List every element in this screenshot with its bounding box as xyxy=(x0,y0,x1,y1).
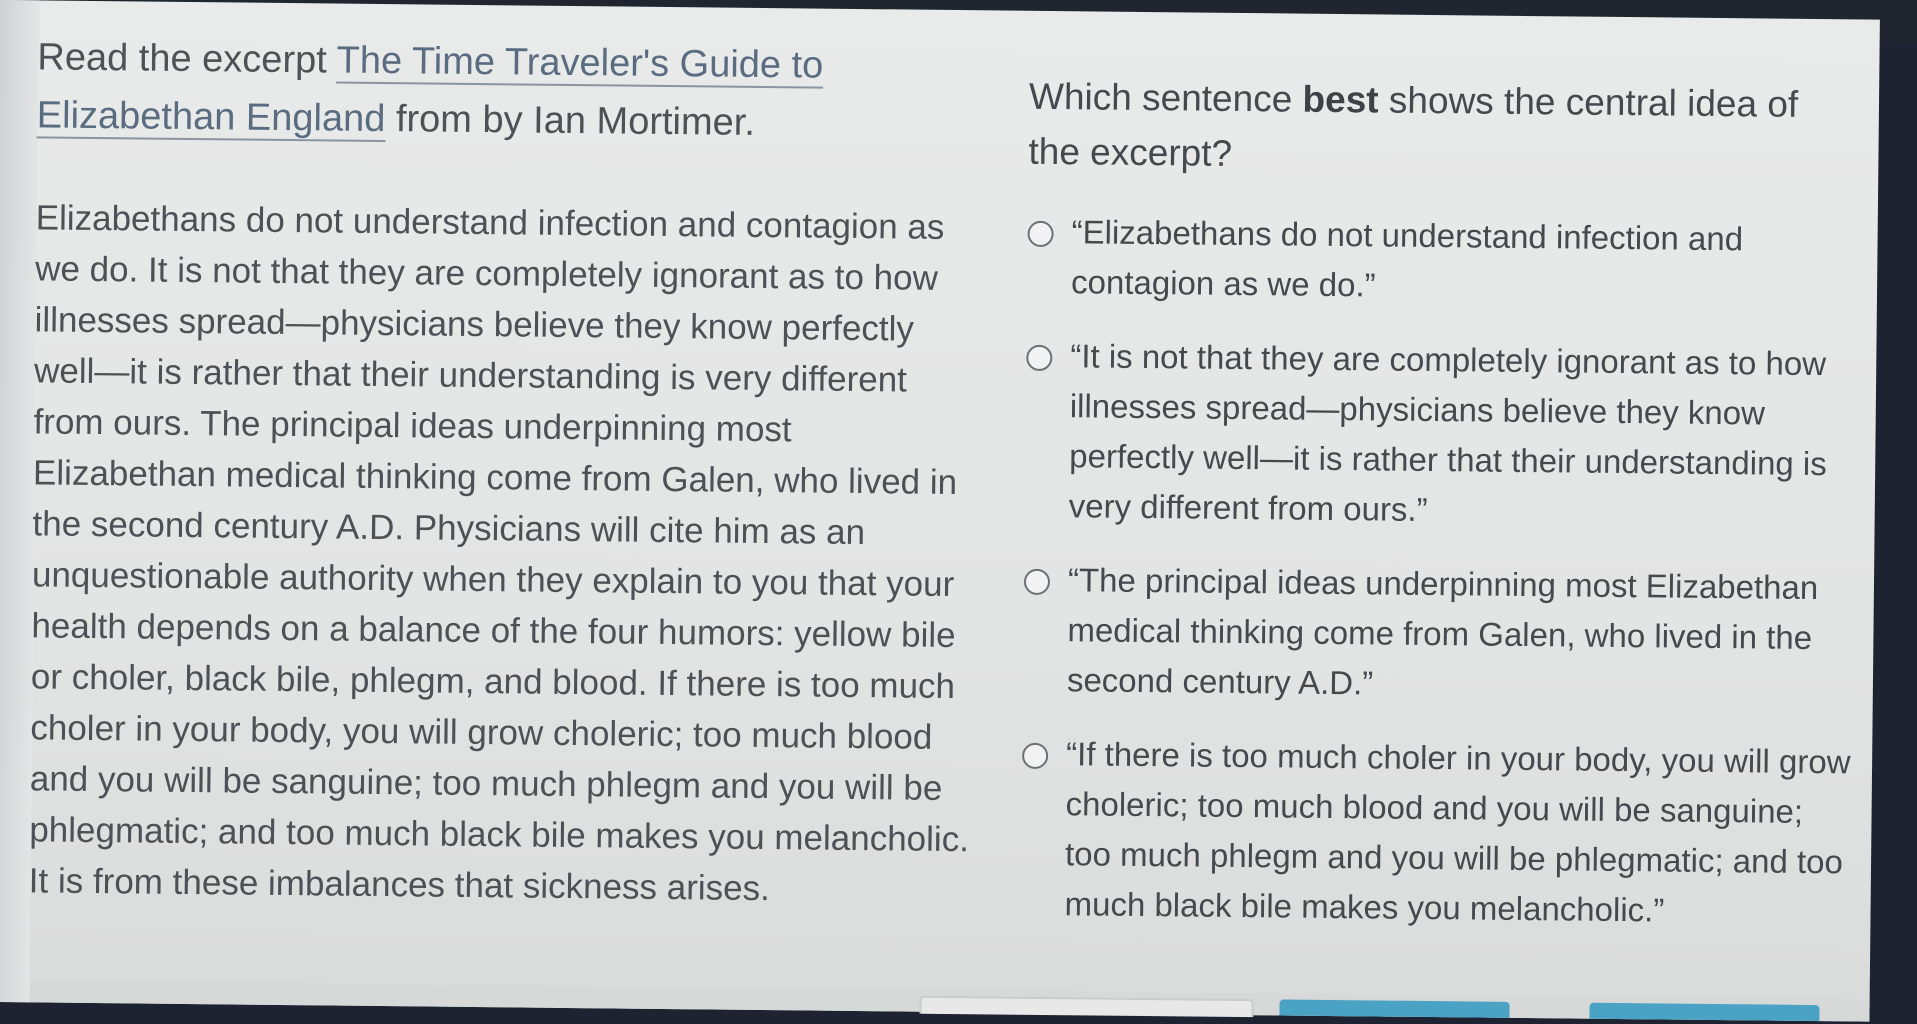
answer-option-text: “It is not that they are completely ignorant as to how illnesses spread—physicians believe they know perfectly well—it is rather that their understanding is very different from ours.” xyxy=(1068,337,1827,528)
excerpt-passage: Elizabethans do not understand infection and contagion as we do. It is not that they are completely ignorant as to how illnesses spread—physicians believe they know perfectly well—it is rather that their understanding is very different from ours. The principal ideas underpinning most Elizabethan medical thinking come from Galen, who lived in the second century A.D. Physicians will cite him as an unquestionable authority when they explain to you that your health depends on a balance of the four humors: yellow bile or choler, black bile, phlegm, and blood. If there is too much choler in your body, you will grow choleric; too much blood and you will be sanguine; too much phlegm and you will be phlegmatic; and too much black bile makes you melancholic. It is from these imbalances that sickness arises. xyxy=(28,198,970,909)
answer-option-1[interactable] xyxy=(1027,207,1858,316)
intro-prefix: Read the excerpt xyxy=(37,36,337,82)
question-panel xyxy=(1020,69,1859,962)
question-prompt xyxy=(1028,69,1859,188)
next-button[interactable] xyxy=(1279,999,1509,1017)
answer-option-3[interactable] xyxy=(1023,555,1855,714)
intro-suffix: from by Ian Mortimer. xyxy=(385,98,756,144)
answer-option-2[interactable] xyxy=(1024,331,1856,540)
question-emphasis: best xyxy=(1302,78,1379,121)
answer-option-text: “The principal ideas underpinning most Elizabethan medical thinking come from Galen, who lived in the second century A.D.” xyxy=(1066,561,1819,702)
reset-button[interactable] xyxy=(919,996,1253,1017)
question-text-before: Which sentence xyxy=(1028,75,1303,120)
question-text-after: shows the central idea of the excerpt? xyxy=(1028,79,1799,174)
answer-option-text: “If there is too much choler in your body, you will grow choleric; too much blood and you will be sanguine; too much phlegm and you will be phlegmatic; and too much black bile makes you melancholic.” xyxy=(1064,735,1851,929)
submit-button[interactable] xyxy=(1589,1003,1819,1021)
answer-option-text: “Elizabethans do not understand infection and contagion as we do.” xyxy=(1070,213,1744,304)
answer-option-4[interactable] xyxy=(1020,729,1852,938)
radio-button[interactable] xyxy=(1027,221,1053,247)
radio-button[interactable] xyxy=(1022,743,1048,769)
excerpt-panel xyxy=(29,28,978,916)
book-title-link[interactable]: The Time Traveler's Guide to Elizabethan England xyxy=(36,39,824,141)
radio-button[interactable] xyxy=(1024,569,1050,595)
excerpt-intro xyxy=(36,28,977,154)
radio-button[interactable] xyxy=(1026,345,1052,371)
